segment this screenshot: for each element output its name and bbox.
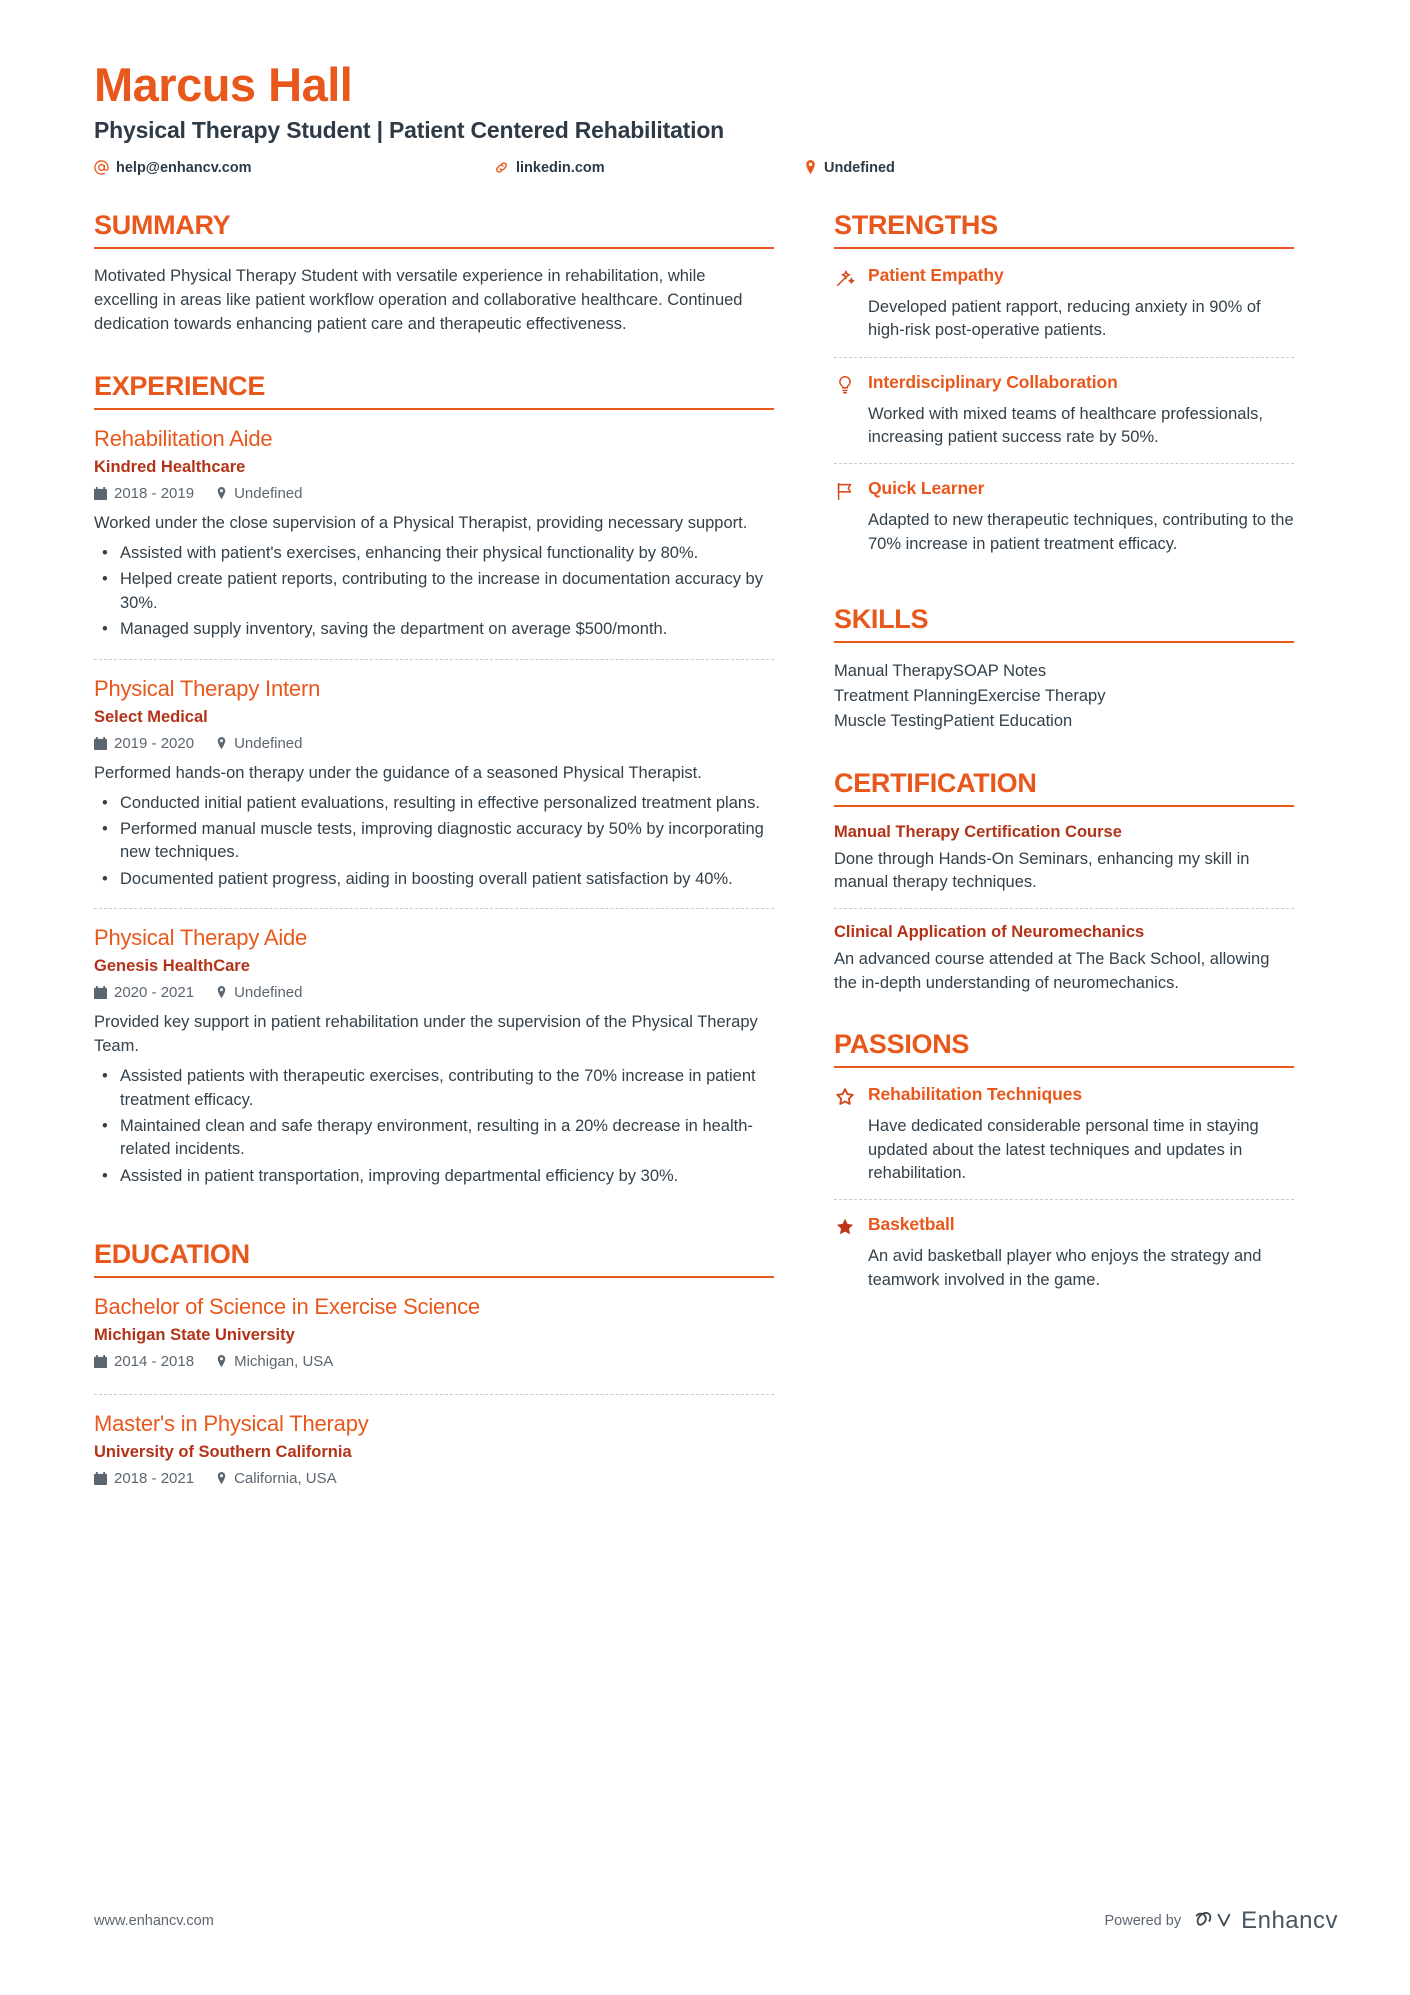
calendar-icon [94,487,107,500]
job-bullet: • Maintained clean and safe therapy environment, resulting in a 20% decrease in health-related incidents. [94,1115,774,1162]
contact-email-text: help@enhancv.com [116,159,252,176]
skills-line: Treatment PlanningExercise Therapy [834,687,1106,706]
certification-name: Clinical Application of Neuromechanics [834,923,1145,942]
job-bullet: • Performed manual muscle tests, improving diagnostic accuracy by 50% by incorporating new techniques. [94,818,774,865]
location-pin-icon [804,160,817,175]
experience-entry [94,659,774,909]
certification-text: Done through Hands-On Seminars, enhancing my skill in manual therapy techniques. [834,849,1250,891]
strength-text: Developed patient rapport, reducing anxiety in 90% of high-risk post-operative patients. [868,297,1261,340]
contact-row [94,160,1338,176]
education-divider [94,1276,774,1278]
enhancv-wordmark: Enhancv [1241,1907,1338,1934]
job-bullet: • Documented patient progress, aiding in boosting overall patient satisfaction by 40%. [94,868,774,891]
contact-location-text: Undefined [824,159,895,176]
skills-line: Manual TherapySOAP Notes [834,662,1047,681]
professional-headline: Physical Therapy Student | Patient Centered Rehabilitation [94,116,725,143]
resume-header [94,60,1338,176]
section-skills [834,604,1294,733]
job-title: Physical Therapy Aide [94,925,308,951]
job-title: Rehabilitation Aide [94,426,273,452]
location-pin-icon [216,1355,227,1368]
enhancv-mark-icon [1193,1908,1233,1934]
section-experience [94,371,774,1205]
education-location [216,1353,333,1370]
certification-item [834,908,1294,995]
certification-item [834,823,1294,895]
left-column [94,210,774,1545]
job-bullet: • Assisted with patient's exercises, enhancing their physical functionality by 80%. [94,542,774,565]
section-summary [94,210,774,337]
job-location-text: Undefined [234,734,303,752]
education-entry [94,1394,774,1511]
strength-text: Worked with mixed teams of healthcare professionals, increasing patient success rate by 50%. [868,404,1263,447]
strength-item [834,265,1294,357]
job-bullet: • Managed supply inventory, saving the department on average $500/month. [94,618,774,641]
strength-title: Interdisciplinary Collaboration [868,371,1118,392]
education-meta [94,1470,774,1487]
job-dates-text: 2018 - 2019 [114,485,195,503]
job-bullet: • Helped create patient reports, contributing to the increase in documentation accuracy by 30%. [94,568,774,615]
school-name: University of Southern California [94,1443,352,1462]
skills-list [834,659,1294,733]
location-pin-icon [216,986,227,999]
job-description: Provided key support in patient rehabilitation under the supervision of the Physical Therapy Team. [94,1013,758,1056]
company-name: Genesis HealthCare [94,957,250,976]
education-meta [94,1353,774,1370]
job-location-text: Undefined [234,485,303,503]
job-dates [94,735,194,752]
strength-item [834,357,1294,464]
certification-name: Manual Therapy Certification Course [834,822,1122,841]
passion-text: Have dedicated considerable personal time in staying updated about the latest techniques and updates in rehabilitation. [868,1117,1259,1183]
education-dates-text: 2014 - 2018 [114,1353,195,1371]
summary-text: Motivated Physical Therapy Student with versatile experience in rehabilitation, while excelling in areas like patient workflow operation and collaborative healthcare. Continued dedication towards enhancing patient care and therapeutic effectiveness. [94,267,743,334]
star-outline-icon [834,1084,868,1108]
job-location [216,984,302,1001]
certification-heading: CERTIFICATION [834,767,1037,798]
job-location-text: Undefined [234,984,303,1002]
job-bullets [94,1065,774,1188]
location-pin-icon [216,1472,227,1485]
education-entry [94,1294,774,1394]
calendar-icon [94,1355,107,1368]
enhancv-logo [1193,1907,1338,1935]
footer-website[interactable]: www.enhancv.com [94,1913,214,1929]
job-dates-text: 2019 - 2020 [114,734,195,752]
company-name: Select Medical [94,707,208,726]
link-icon [494,160,509,175]
strengths-divider [834,247,1294,249]
contact-linkedin[interactable] [494,160,804,176]
passion-text: An avid basketball player who enjoys the strategy and teamwork involved in the game. [868,1247,1262,1289]
calendar-icon [94,737,107,750]
star-filled-icon [834,1214,868,1238]
strength-item [834,463,1294,570]
powered-by-label: Powered by [1104,1913,1182,1929]
passion-item [834,1084,1294,1199]
job-dates [94,485,194,502]
certification-text: An advanced course attended at The Back School, allowing the in-depth understanding of neuromechanics. [834,950,1270,992]
strength-title: Patient Empathy [868,264,1004,285]
passion-title: Basketball [868,1214,955,1235]
passions-heading: PASSIONS [834,1029,970,1060]
at-icon [94,160,109,175]
flag-icon [834,478,868,502]
strength-text: Adapted to new therapeutic techniques, contributing to the 70% increase in patient treatment efficacy. [868,511,1294,553]
education-dates [94,1353,194,1370]
job-meta [94,735,774,752]
job-dates [94,984,194,1001]
degree-title: Master's in Physical Therapy [94,1411,369,1437]
skills-heading: SKILLS [834,604,929,635]
education-dates [94,1470,194,1487]
passion-title: Rehabilitation Techniques [868,1084,1083,1105]
right-column [834,210,1294,1545]
certification-divider [834,805,1294,807]
job-bullets [94,542,774,642]
job-bullets [94,792,774,892]
section-strengths [834,210,1294,571]
resume-columns [94,210,1338,1545]
strength-header [834,372,1294,396]
contact-location [804,160,895,176]
degree-title: Bachelor of Science in Exercise Science [94,1294,480,1320]
strengths-heading: STRENGTHS [834,209,998,240]
strength-header [834,478,1294,502]
lightbulb-icon [834,372,868,396]
summary-divider [94,247,774,249]
skills-line: Muscle TestingPatient Education [834,711,1073,730]
job-bullet: • Assisted in patient transportation, improving departmental efficiency by 30%. [94,1165,774,1188]
summary-heading: SUMMARY [94,209,231,240]
location-pin-icon [216,487,227,500]
job-meta [94,984,774,1001]
education-location-text: Michigan, USA [234,1353,334,1371]
job-description: Performed hands-on therapy under the guidance of a seasoned Physical Therapist. [94,763,702,782]
experience-entry [94,426,774,659]
skills-divider [834,641,1294,643]
contact-email[interactable] [94,160,494,176]
strength-header [834,265,1294,289]
job-location [216,485,302,502]
magic-wand-icon [834,265,868,289]
calendar-icon [94,1472,107,1485]
passions-divider [834,1066,1294,1068]
education-dates-text: 2018 - 2021 [114,1470,195,1488]
school-name: Michigan State University [94,1326,295,1345]
calendar-icon [94,986,107,999]
company-name: Kindred Healthcare [94,458,246,477]
education-heading: EDUCATION [94,1239,250,1270]
job-title: Physical Therapy Intern [94,675,321,701]
passion-item [834,1199,1294,1306]
experience-entry [94,908,774,1205]
strength-title: Quick Learner [868,478,985,499]
page-title: Marcus Hall [94,58,353,111]
section-passions [834,1029,1294,1306]
experience-divider [94,408,774,410]
education-location [216,1470,337,1487]
job-location [216,735,302,752]
job-description: Worked under the close supervision of a Physical Therapist, providing necessary support. [94,514,748,533]
experience-heading: EXPERIENCE [94,371,266,402]
education-location-text: California, USA [234,1470,337,1488]
passion-header [834,1084,1294,1108]
location-pin-icon [216,737,227,750]
section-education [94,1239,774,1511]
passion-header [834,1214,1294,1238]
job-bullet: • Conducted initial patient evaluations, resulting in effective personalized treatment plans. [94,792,774,815]
job-dates-text: 2020 - 2021 [114,984,195,1002]
page-footer [94,1907,1338,1935]
footer-branding [1105,1907,1338,1935]
job-meta [94,485,774,502]
job-bullet: • Assisted patients with therapeutic exercises, contributing to the 70% increase in patient treatment efficacy. [94,1065,774,1112]
contact-linkedin-text: linkedin.com [516,159,605,176]
section-certification [834,768,1294,996]
